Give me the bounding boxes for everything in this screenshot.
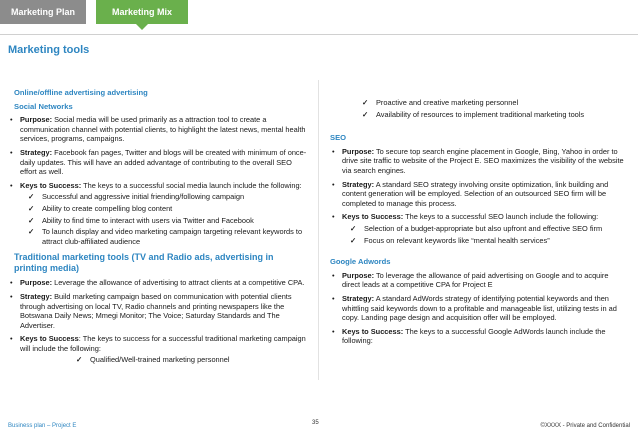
bullet-text: Social media will be used primarily as a attraction tool to create a communication channel with potential clients, to highlight the latest news, mental health services, programs, campaigns. <box>20 115 306 144</box>
active-tab-pointer <box>136 24 148 30</box>
bullet-text: Leverage the allowance of advertising to attract clients at a competitive CPA. <box>52 278 305 288</box>
list-item <box>330 271 628 290</box>
list-item <box>330 180 628 209</box>
social-bullets <box>8 115 308 246</box>
check-text: Selection of a budget-appropriate but also upfront and effective SEO firm <box>364 223 603 233</box>
bullet-label: Strategy: <box>342 179 375 189</box>
list-item <box>330 212 628 245</box>
page-title: Marketing tools <box>8 44 90 56</box>
bullet-label: Keys to Success <box>20 334 79 344</box>
check-text: To launch display and video marketing campaign targeting relevant keywords to attract club-affiliated audience <box>42 227 303 246</box>
check-item <box>342 224 628 234</box>
list-item <box>8 181 308 247</box>
bullet-text: The keys to a successful Google AdWords launch include the following: <box>342 326 606 346</box>
list-item <box>330 294 628 323</box>
tab-bar <box>0 0 638 26</box>
bullet-text: To secure top search engine placement in Google, Bing, Yahoo in order to drive site traffic to website of the Project E. SEO maximizes the visibility of the website via search engines. <box>342 146 624 175</box>
section-heading-online-offline: Online/offline advertising advertising <box>14 88 148 97</box>
check-text: Qualified/Well-trained marketing personnel <box>90 355 230 365</box>
check-text: Proactive and creative marketing personnel <box>376 98 519 107</box>
check-text: Successful and aggressive initial friending/following campaign <box>42 192 245 202</box>
bullet-label: Strategy: <box>342 293 375 303</box>
check-icon: ✓ <box>28 215 35 225</box>
check-item <box>342 236 628 246</box>
footer-project-name: Business plan – Project E <box>8 423 77 429</box>
google-adwords-title: Google Adwords <box>330 257 391 267</box>
list-item <box>330 147 628 176</box>
check-text: Focus on relevant keywords like “mental health services” <box>364 235 550 245</box>
column-divider <box>318 80 319 380</box>
check-text: Ability to create compelling blog content <box>42 203 173 213</box>
bullet-label: Strategy: <box>20 147 53 157</box>
page-number: 35 <box>312 420 319 426</box>
bullet-label: Purpose: <box>20 278 53 288</box>
bullet-label: Keys to Success: <box>342 212 404 222</box>
list-item <box>8 334 308 365</box>
left-column <box>8 88 308 369</box>
bullet-label: Strategy: <box>20 291 53 301</box>
list-item <box>8 292 308 330</box>
list-item <box>330 327 628 346</box>
bullet-text: A standard SEO strategy involving onsite optimization, link building and content generation will be employed. Selection of an outsourced SEO firm will be completed to manage this process. <box>342 179 609 208</box>
bullet-label: Purpose: <box>342 146 375 156</box>
bullet-label: Purpose: <box>20 115 53 125</box>
check-item <box>354 98 628 108</box>
check-item <box>20 227 308 246</box>
adwords-bullets <box>330 271 628 346</box>
bullet-text: Build marketing campaign based on communication with potential clients through advertising on local TV, Radio channels and printing newspapers like the Botswana Daily News; Mmegi Monitor; The Voice; Saturday Standards and The Advertiser. <box>20 291 292 330</box>
right-column <box>330 98 628 350</box>
traditional-bullets <box>8 278 308 365</box>
bullet-text: To leverage the allowance of paid advertising on Google and to acquire direct leads at a competitive CPA for Project E <box>342 270 609 290</box>
check-icon: ✓ <box>362 98 369 107</box>
check-text: Availability of resources to implement traditional marketing tools <box>376 109 585 119</box>
bullet-label: Purpose: <box>342 270 375 280</box>
check-icon: ✓ <box>28 192 35 202</box>
list-item <box>8 278 308 288</box>
check-icon: ✓ <box>28 203 35 213</box>
bullet-text: : The keys to success for a successful traditional marketing campaign will include the following: <box>20 334 306 353</box>
seo-title: SEO <box>330 133 347 143</box>
bullet-text: Facebook fan pages, Twitter and blogs will be created with minimum of once-daily updates. This will have an added advantage of contributing to the overall SEO effort as well. <box>20 147 307 177</box>
check-item <box>20 216 308 226</box>
tab-marketing-mix[interactable]: Marketing Mix <box>96 0 188 24</box>
check-icon: ✓ <box>362 109 369 119</box>
tab-marketing-plan[interactable]: Marketing Plan <box>0 0 86 24</box>
check-text: Ability to find time to interact with users via Twitter and Facebook <box>42 215 254 225</box>
social-networks-title: Social Networks <box>14 101 73 111</box>
seo-bullets <box>330 147 628 245</box>
check-icon: ✓ <box>350 235 357 245</box>
bullet-text: The keys to a successful social media launch include the following: <box>81 180 302 190</box>
bullet-label: Keys to Success: <box>20 180 82 190</box>
list-item <box>8 115 308 144</box>
check-item <box>354 110 628 120</box>
check-item <box>20 204 308 214</box>
list-item <box>8 148 308 177</box>
bullet-label: Keys to Success: <box>342 326 404 336</box>
social-checklist <box>20 192 308 246</box>
traditional-checklist <box>20 355 308 365</box>
traditional-tools-title: Traditional marketing tools (TV and Radio ads, advertising in printing media) <box>14 252 274 274</box>
check-icon: ✓ <box>350 223 357 233</box>
bullet-text: A standard AdWords strategy of identifying potential keywords and then whittling said keywords down to a profitable and manageable list, utilizing tests in ad copy. Landing page design and acquisition offer will be employed. <box>342 293 617 323</box>
check-item <box>20 355 308 365</box>
traditional-checklist-continued <box>354 98 628 119</box>
header-rule <box>0 34 638 35</box>
seo-checklist <box>342 224 628 245</box>
bullet-text: The keys to a successful SEO launch include the following: <box>403 212 599 222</box>
check-icon: ✓ <box>76 355 83 365</box>
footer-confidential: ©XXXX - Private and Confidential <box>540 423 630 429</box>
check-icon: ✓ <box>28 227 35 237</box>
check-item <box>20 192 308 202</box>
